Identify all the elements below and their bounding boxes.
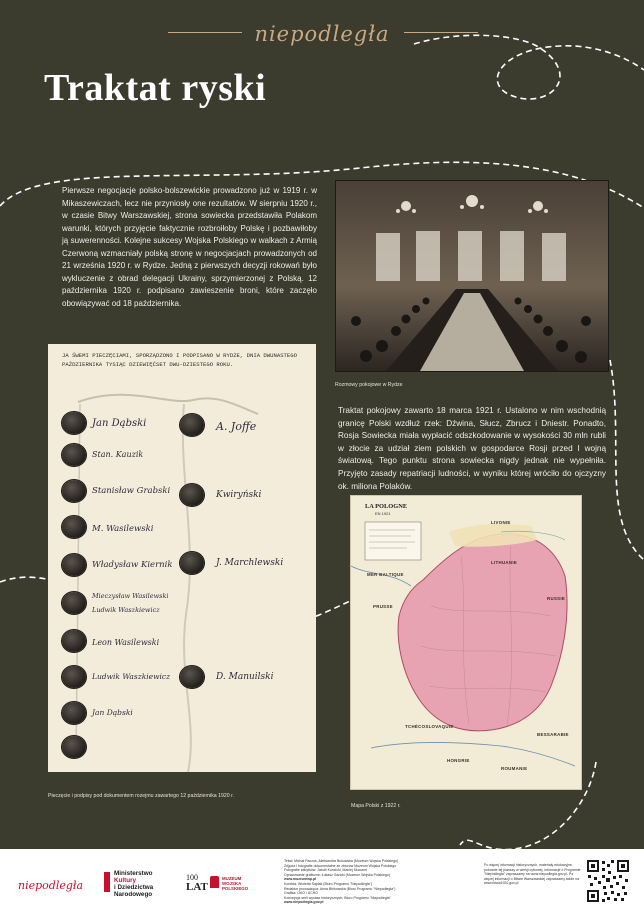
map-label: BESSARABIE: [537, 732, 569, 737]
credit-link[interactable]: www.niepodlegla.gov.pl: [284, 900, 324, 905]
signature: M. Wasilewski: [92, 524, 154, 534]
signature: Władysław Kiernik: [92, 560, 173, 570]
signature: Kwiryński: [216, 490, 262, 500]
wax-seal: [62, 412, 86, 434]
credit-line: Koncepcja serii wystaw historycznych: Biuro Programu "Niepodległa": [284, 895, 391, 900]
wax-seal: [62, 666, 86, 688]
signature: Stanisław Grabski: [92, 486, 171, 496]
museum-line: WOJSKA: [222, 881, 242, 886]
credit-line: Zdjęcia i fotografie dokumentalne ze zbiorów Muzeum Wojska Polskiego: [284, 863, 397, 868]
photo-caption: Rozmowy pokojowe w Rydze: [335, 382, 403, 388]
map-label: TCHÉCOSLOVAQUIE: [405, 724, 454, 729]
more-info-text: Po więcej informacji historycznych, materiały edukacyjne, pobranie tej planszy w wersji cyfrowej, informacje o Programie "Niepodległa" zapraszamy na www.niepodlegla.gov.pl. Po więcej informacji o Bitwie Warszawskiej zapraszamy także na www.bitwa1920.gov.pl: [484, 863, 581, 886]
museum-logo-icon: [210, 876, 219, 888]
map-label: PRUSSE: [373, 604, 393, 609]
credit-line: Korekta: Wioletta Sajdak (Biuro Programu "Niepodległa"): [284, 881, 373, 886]
signature: Ludwik Waszkiewicz: [92, 606, 160, 614]
map-subtitle: EN 1921: [375, 511, 391, 516]
ministry-line: Narodowego: [114, 891, 153, 898]
museum-line: MUZEUM: [222, 876, 242, 881]
credit-line: Grafika: OKO i UCHO: [284, 891, 319, 896]
peace-talks-photo: [335, 180, 609, 372]
signature: Mieczysław Wasilewski: [92, 592, 169, 600]
wax-seal: [62, 736, 86, 758]
credit-line: Tekst: Michał Paczuś, Aleksandra Bukowska (Muzeum Wojska Polskiego): [284, 859, 399, 863]
signature: Jan Dąbski: [92, 708, 133, 717]
anniversary-number: 100: [186, 873, 198, 882]
map-caption: Mapa Polski z 1922 r.: [351, 803, 401, 809]
map-label: HONGRIE: [447, 758, 470, 763]
wax-seal: [62, 592, 86, 614]
wax-seal: [62, 702, 86, 724]
signature: J. Marchlewski: [216, 558, 284, 568]
wax-seal: [180, 484, 204, 506]
credit-link[interactable]: www.muzeumwp.pl: [284, 877, 317, 882]
treaty-paragraph: Traktat pokojowy zawarto 18 marca 1921 r. Ustalono w nim wschodnią granicę Polski wzdłuż rzek: Dźwina, Słucz, Zbrucz i Dniestr. Ponadto, Rosja Sowiecka miała wypłacić odszkodowanie w wysokości 30 mln rubli w złocie za udział ziem polskich w gospodarce Rosji przed I wojną światową. Tego punktu strona sowiecka nigdy jednak nie wypełniła. Przyjęto zasady repatriacji ludności, w wyniku której wróciło do ojczyzny ok. miliona Polaków.: [338, 406, 606, 491]
footer-brand-logo: niepodległa: [18, 879, 84, 892]
signature: Leon Wasilewski: [92, 638, 160, 647]
signature: Ludwik Waszkiewicz: [92, 672, 171, 681]
map-label: LITHUANIE: [491, 560, 518, 565]
qr-code-icon[interactable]: [586, 859, 630, 903]
map-label: MER BALTIQUE: [367, 572, 404, 577]
ministry-logo-mark: [104, 872, 110, 892]
wax-seal: [62, 516, 86, 538]
credit-line: Fotografie zabytków: Jakub Kuncicki, Maciej Skoczeń: [284, 868, 368, 873]
wax-seal: [62, 444, 86, 466]
wax-seal: [180, 414, 204, 436]
ministry-line: i Dziedzictwa: [114, 884, 154, 891]
ministry-line: Kultury: [114, 877, 137, 884]
wax-seal: [62, 630, 86, 652]
credit-line: Opracowanie graficzne: Łukasz Gancki (Muzeum Wojska Polskiego): [284, 872, 390, 877]
signature: A. Joffe: [216, 420, 257, 433]
map-label: ROUMANIE: [501, 766, 528, 771]
ministry-line: Ministerstwo: [114, 870, 153, 877]
wax-seal: [62, 480, 86, 502]
page-title: Traktat ryski: [44, 67, 267, 109]
ministry-logo-text: [114, 870, 153, 898]
brand-rule-right: [404, 32, 478, 33]
museum-logo-text: [222, 876, 248, 891]
map-poland-1921: [350, 495, 582, 790]
museum-line: POLSKIEGO: [222, 886, 249, 891]
brand-wordmark: niepodległa: [254, 22, 390, 46]
map-drawing: [351, 496, 581, 789]
wax-seal: [180, 552, 204, 574]
document-typed-text: JA ŚWEMI PIECZĘCIAMI, SPORZĄDZONO I PODPISANO W RYDZE, DNIA DWUNASTEGO PAŹDZIERNIKA TYSIĄC DZIEWIĘĆSET DWU-DZIESTEGO ROKU.: [62, 352, 297, 368]
credits-text: [284, 859, 454, 905]
signature: D. Manuilski: [216, 672, 274, 682]
anniversary-word: LAT: [186, 881, 208, 893]
armistice-document-image: [48, 344, 316, 772]
footer: [0, 849, 644, 920]
signature: Stan. Kauzik: [92, 450, 144, 459]
document-caption: Pieczęcie i podpisy pod dokumentem rozejmu zawartego 12 października 1920 r.: [48, 793, 234, 799]
map-label: RUSSIE: [547, 596, 566, 601]
map-label: LIVONIE: [491, 520, 511, 525]
wax-seal: [62, 554, 86, 576]
peace-talks-photo-illustration: [336, 181, 608, 371]
intro-paragraph: Pierwsze negocjacje polsko-bolszewickie prowadzono już w 1919 r. w Mikaszewiczach, lecz nie przyniosły one rezultatów. W sierpniu 1920 r., w czasie Bitwy Warszawskiej, strona sowiecka przedstawiła Polakom warunki, których przyjęcie faktycznie rozbroiłoby Polskę i pozbawiłoby ją suwerenności. Kolejne sukcesy Wojska Polskiego w walkach z Armią Czerwoną wzmacniały polską stronę w negocjacjach prowadzonych od 21 września 1920 r. w Rydze. Jedną z pierwszych decyzji rokowań było wykluczenie z obrad delegacji Ukrainy, sprzymierzonej z Polską. 12 października 1920 r. podpisano zawieszenie broni, które zaczęło obowiązywać od 18 października.: [62, 186, 317, 308]
signature: Jan Dąbski: [92, 418, 147, 429]
credit-line: Redaktor prowadząca: Anna Bińkowska (Biuro Programu "Niepodległa"): [284, 886, 396, 891]
wax-seal: [180, 666, 204, 688]
map-title: LA POLOGNE: [365, 503, 408, 510]
